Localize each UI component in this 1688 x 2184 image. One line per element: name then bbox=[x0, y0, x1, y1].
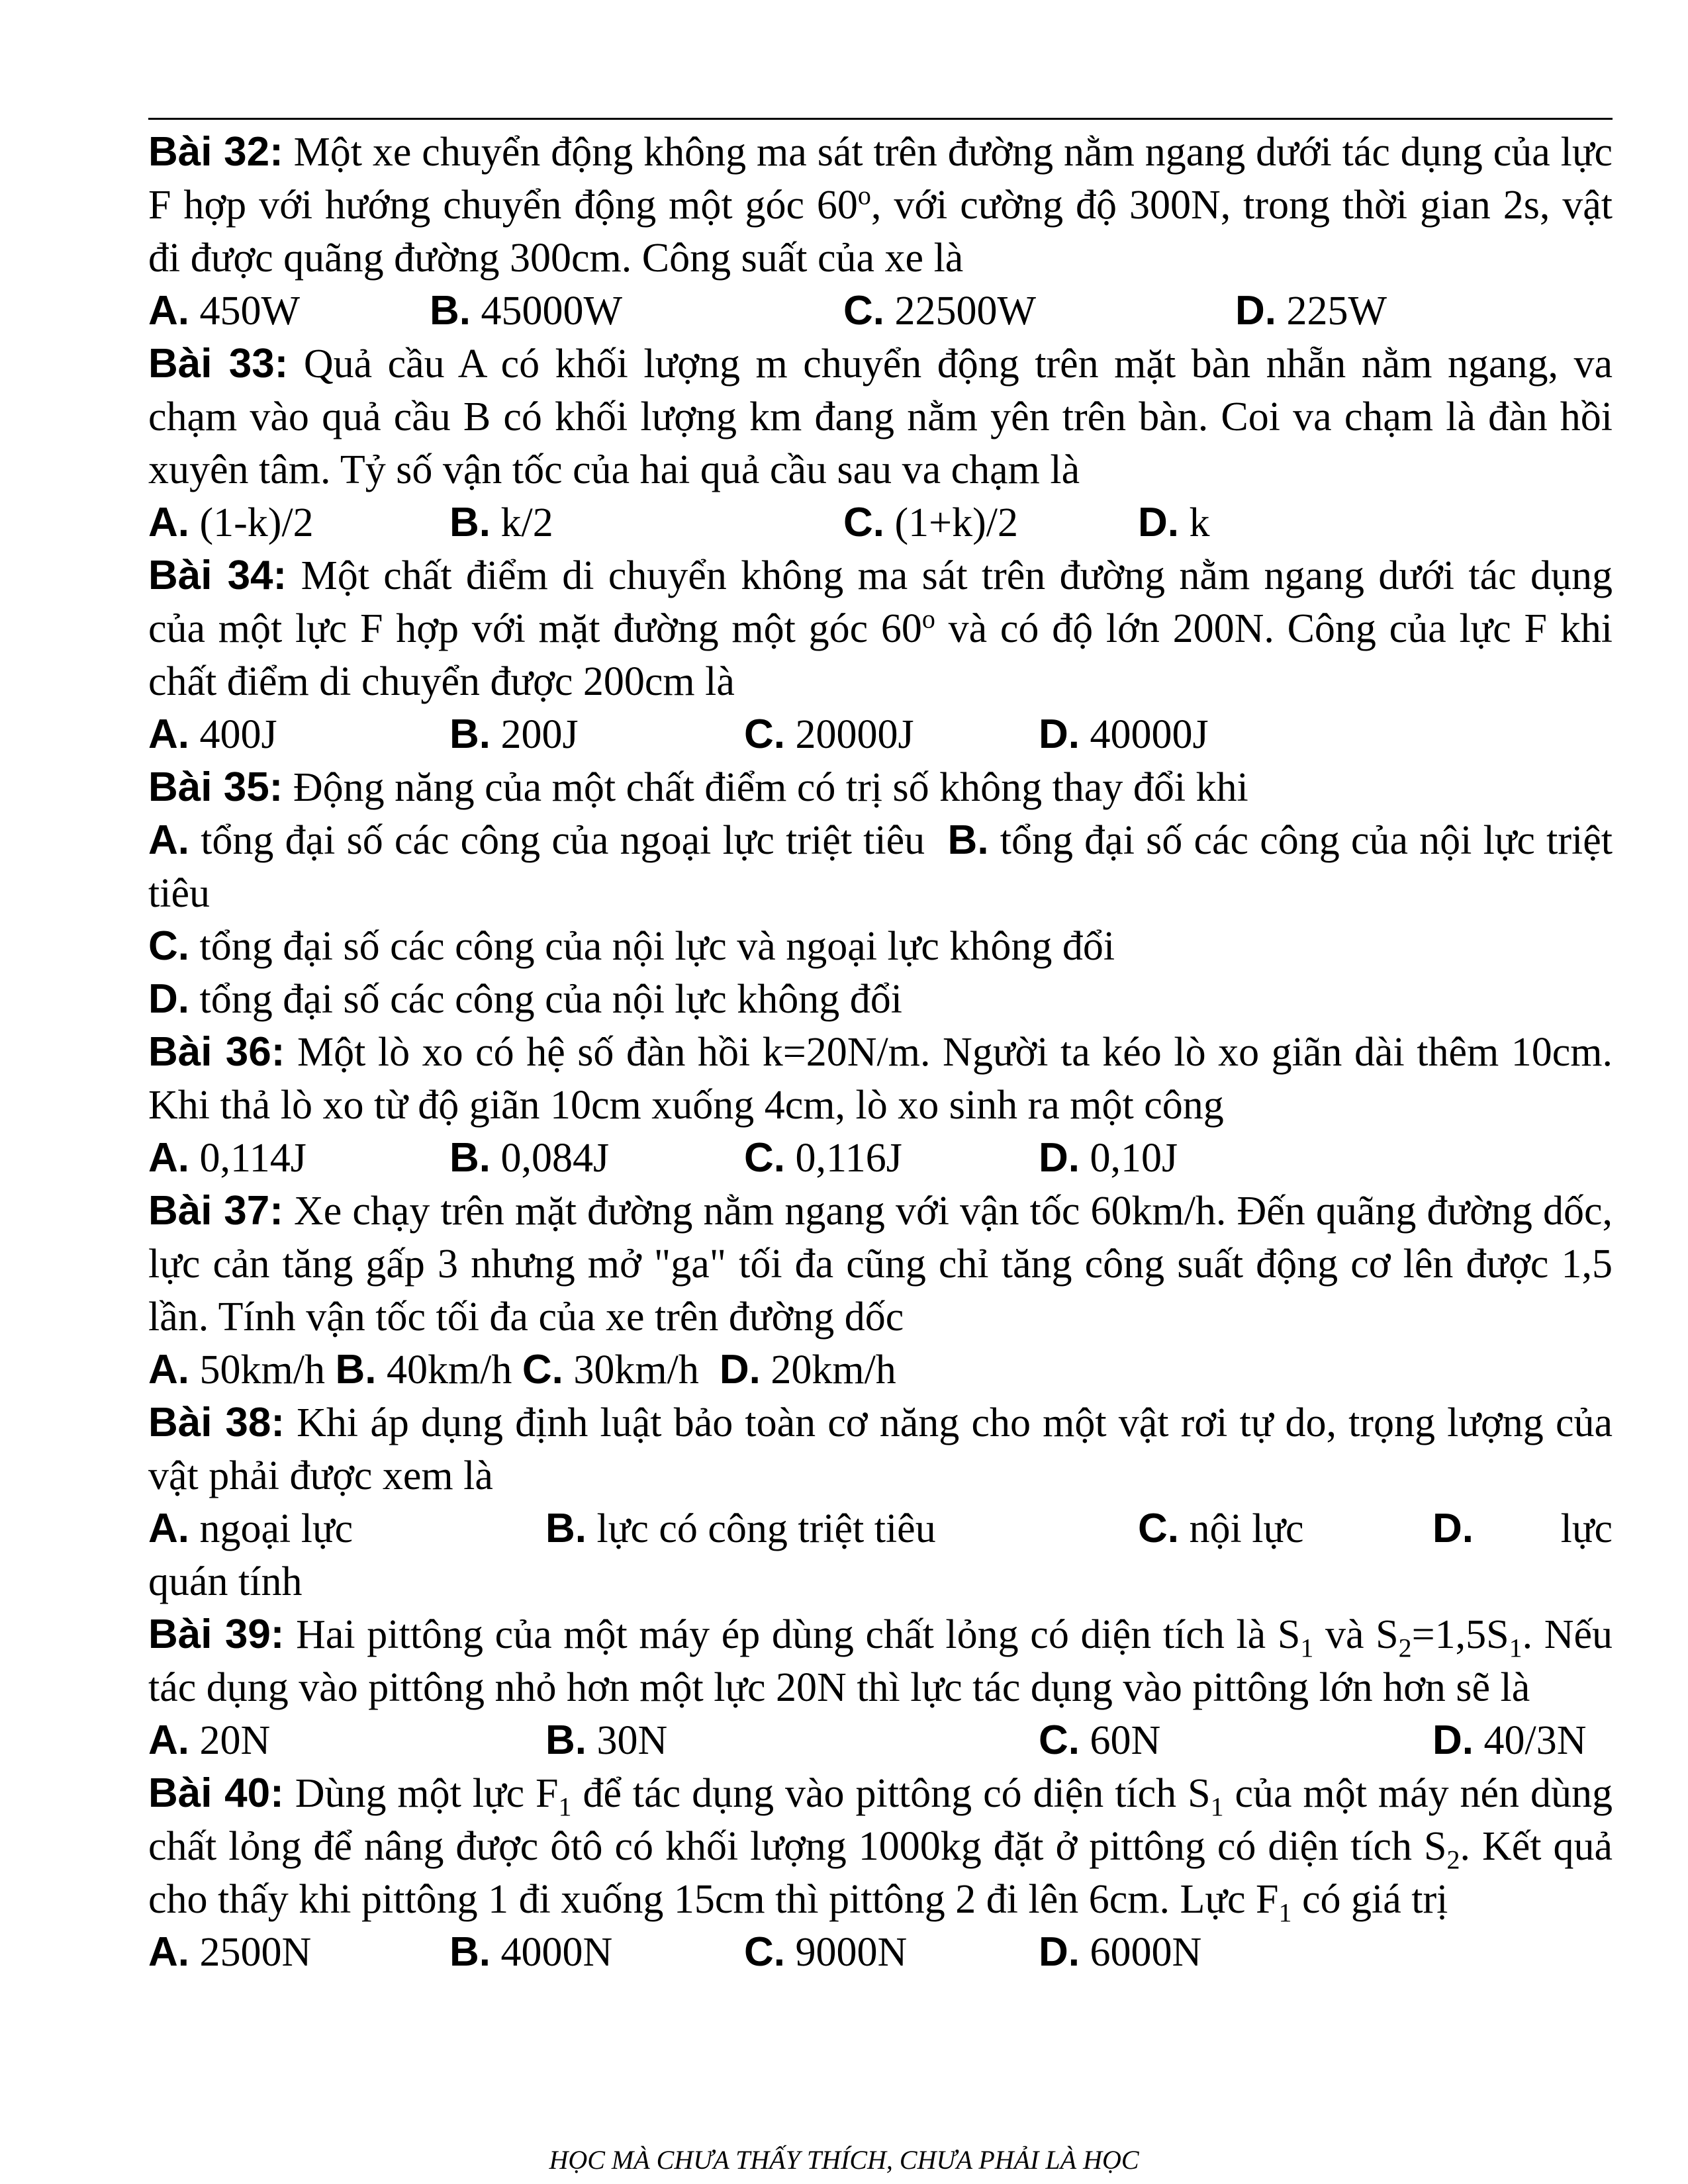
option-b: B. 0,084J bbox=[449, 1135, 610, 1181]
question-35: Bài 35: Động năng của một chất điểm có trị số không thay đổi khi bbox=[148, 764, 1248, 810]
question-34: Bài 34: Một chất điểm di chuyển không ma sát trên đường nằm ngang dưới tác dụng của một lực F hợp với mặt đường một góc 60$^o$ và có độ lớn 200N. Công của lực F khi chất điểm di chuyển được 200cm là bbox=[148, 553, 1613, 704]
option-b: B. 30N bbox=[545, 1717, 668, 1763]
option-a: A. 400J bbox=[148, 711, 277, 757]
option-c: C. 0,116J bbox=[744, 1135, 902, 1181]
question-37: Bài 37: Xe chạy trên mặt đường nằm ngang với vận tốc 60km/h. Đến quãng đường dốc, lực cản tăng gấp 3 nhưng mở "ga" tối đa cũng chỉ tăng công suất động cơ lên được 1,5 lần. Tính vận tốc tối đa của xe trên đường dốc bbox=[148, 1188, 1613, 1340]
option-d: D. 6000N bbox=[1039, 1929, 1202, 1975]
options-35-ab: A. tổng đại số các công của ngoại lực triệt tiêu B. tổng đại số các công của nội lực triệt tiêu bbox=[148, 817, 1613, 916]
option-a: A. 0,114J bbox=[148, 1135, 306, 1181]
question-33: Bài 33: Quả cầu A có khối lượng m chuyển động trên mặt bàn nhẵn nằm ngang, va chạm vào quả cầu B có khối lượng km đang nằm yên trên bàn. Coi va chạm là đàn hồi xuyên tâm. Tỷ số vận tốc của hai quả cầu sau va chạm là bbox=[148, 341, 1613, 492]
options-40 bbox=[148, 1926, 1613, 1979]
option-b: B. k/2 bbox=[449, 500, 553, 545]
option-d: D. 225W bbox=[1235, 288, 1387, 334]
option-b: B. lực có công triệt tiêu bbox=[545, 1506, 936, 1551]
question-label: Bài 36: bbox=[148, 1029, 285, 1075]
options-32 bbox=[148, 285, 1613, 338]
option-c: C. 9000N bbox=[744, 1929, 908, 1975]
question-40: Bài 40: Dùng một lực $F_1$ để tác dụng vào pittông có diện tích $S_1$ của một máy nén dùng chất lỏng để nâng được ôtô có khối lượng 1000kg đặt ở pittông có diện tích $S_2$. Kết quả cho thấy khi pittông 1 đi xuống 15cm thì pittông 2 đi lên 6cm. Lực $F_1$ có giá trị bbox=[148, 1770, 1613, 1928]
options-37: A. 50km/h B. 40km/h C. 30km/h D. 20km/h bbox=[148, 1347, 896, 1392]
header-rule bbox=[148, 118, 1613, 120]
question-label: Bài 40: bbox=[148, 1770, 284, 1816]
option-c: C. tổng đại số các công của nội lực và ngoại lực không đổi bbox=[148, 923, 1115, 969]
option-d: D. 40/3N bbox=[1432, 1717, 1587, 1763]
question-38: Bài 38: Khi áp dụng định luật bảo toàn cơ năng cho một vật rơi tự do, trọng lượng của vật phải được xem là bbox=[148, 1400, 1613, 1498]
question-label: Bài 34: bbox=[148, 553, 287, 598]
question-label: Bài 39: bbox=[148, 1612, 285, 1657]
question-36: Bài 36: Một lò xo có hệ số đàn hồi k=20N/m. Người ta kéo lò xo giãn dài thêm 10cm. Khi thả lò xo từ độ giãn 10cm xuống 4cm, lò xo sinh ra một công bbox=[148, 1029, 1613, 1128]
option-c: C. nội lực bbox=[1138, 1506, 1304, 1551]
question-label: Bài 32: bbox=[148, 129, 283, 175]
option-d: D. bbox=[1432, 1506, 1474, 1551]
question-32: Bài 32: Một xe chuyển động không ma sát trên đường nằm ngang dưới tác dụng của lực F hợp với hướng chuyển động một góc 60$^o$, với cường độ 300N, trong thời gian 2s, vật đi được quãng đường 300cm. Công suất của xe là bbox=[148, 129, 1613, 281]
option-a: A. 20N bbox=[148, 1717, 271, 1763]
question-label: Bài 33: bbox=[148, 341, 289, 387]
option-a: A. ngoại lực bbox=[148, 1506, 353, 1551]
option-c: C. (1+k)/2 bbox=[843, 500, 1018, 545]
option-c: C. 60N bbox=[1039, 1717, 1161, 1763]
question-39: Bài 39: Hai pittông của một máy ép dùng chất lỏng có diện tích là $S_1$ và $S_2=1,5S_1$. Nếu tác dụng vào pittông nhỏ hơn một lực 20N thì lực tác dụng vào pittông lớn hơn sẽ là bbox=[148, 1612, 1613, 1710]
question-label: Bài 35: bbox=[148, 764, 283, 810]
option-d-continuation: quán tính bbox=[148, 1559, 303, 1604]
option-c: C. 20000J bbox=[744, 711, 914, 757]
option-d: D. tổng đại số các công của nội lực không đổi bbox=[148, 976, 903, 1022]
options-39 bbox=[148, 1714, 1613, 1767]
option-d: D. 0,10J bbox=[1039, 1135, 1178, 1181]
option-d: D. k bbox=[1138, 500, 1210, 545]
options-38 bbox=[148, 1502, 1613, 1555]
options-33 bbox=[148, 496, 1613, 549]
option-b: B. 45000W bbox=[430, 288, 623, 334]
question-list bbox=[148, 126, 1613, 1979]
option-b: B. 200J bbox=[449, 711, 579, 757]
question-label: Bài 38: bbox=[148, 1400, 285, 1445]
option-c: C. 22500W bbox=[843, 288, 1037, 334]
option-a: A. (1-k)/2 bbox=[148, 500, 314, 545]
question-label: Bài 37: bbox=[148, 1188, 283, 1234]
page-footer: HỌC MÀ CHƯA THẤY THÍCH, CHƯA PHẢI LÀ HỌC bbox=[549, 2145, 1139, 2175]
options-34 bbox=[148, 708, 1613, 761]
options-36 bbox=[148, 1132, 1613, 1185]
option-a: A. 2500N bbox=[148, 1929, 312, 1975]
option-a: A. 450W bbox=[148, 288, 301, 334]
option-d: D. 40000J bbox=[1039, 711, 1209, 757]
option-d-text: lực bbox=[1560, 1506, 1613, 1551]
option-b: B. 4000N bbox=[449, 1929, 613, 1975]
